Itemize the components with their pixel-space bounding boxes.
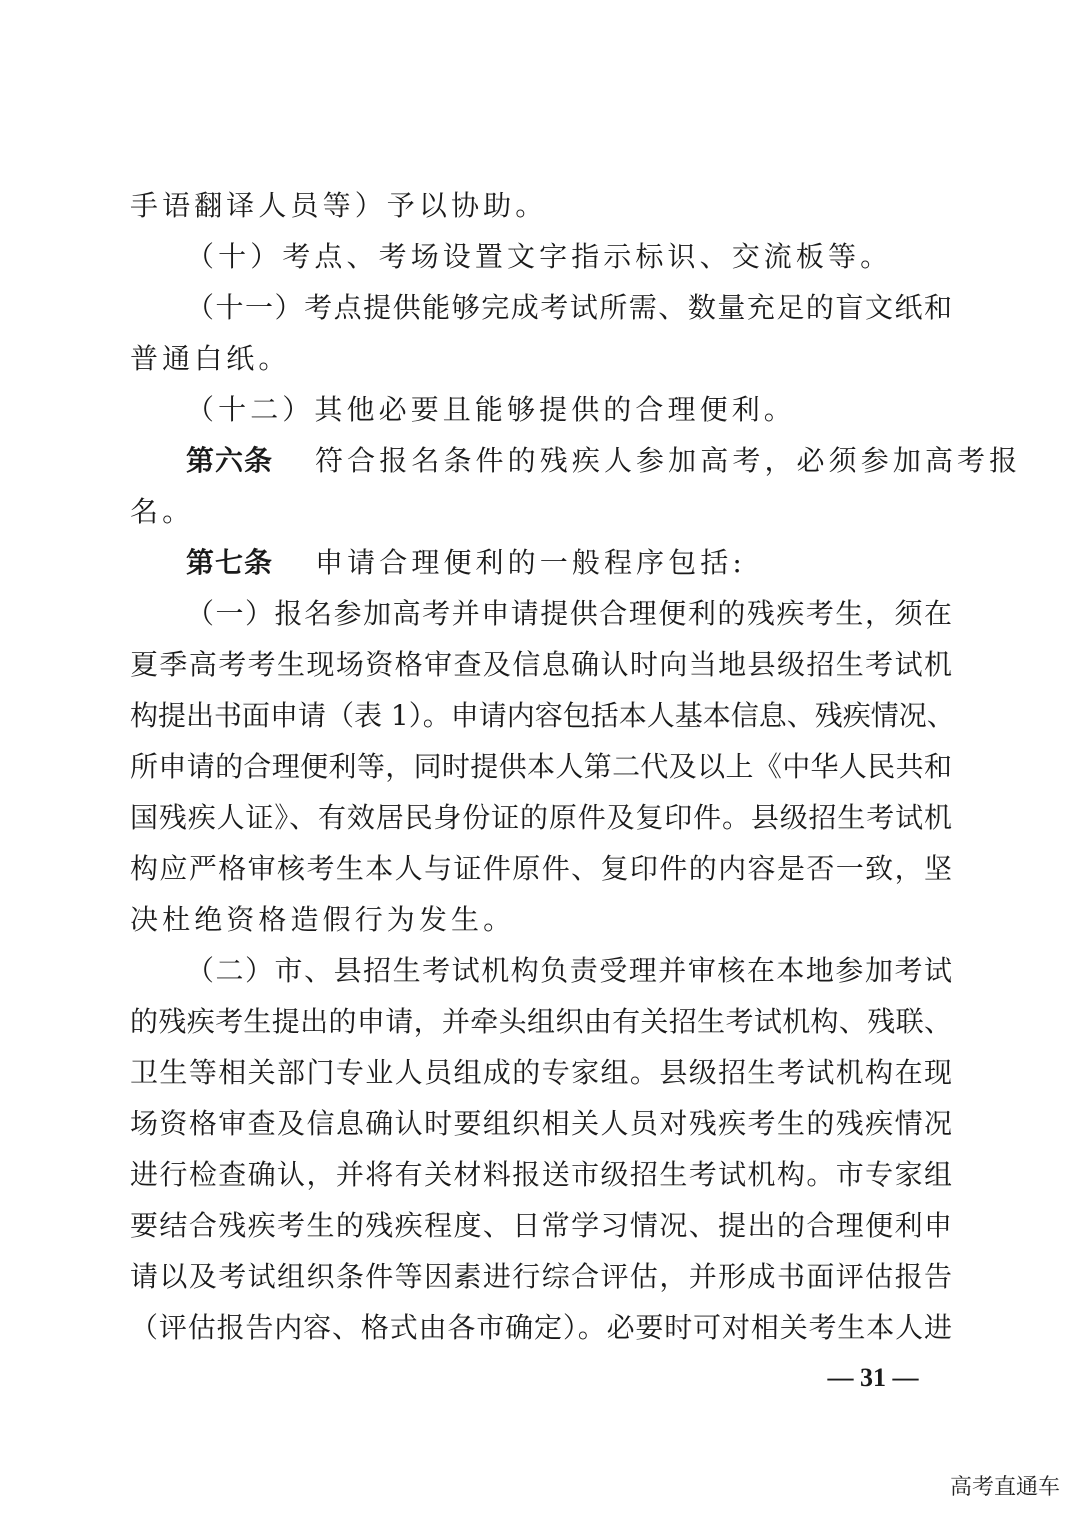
text-line: 请以及考试组织条件等因素进行综合评估，并形成书面评估报告 [130,1260,952,1293]
text-line: 国残疾人证》、有效居民身份证的原件及复印件。县级招生考试机 [130,801,952,834]
article-6-label: 第六条 [186,444,274,477]
text-line: （一）报名参加高考并申请提供合理便利的残疾考生，须在 [186,597,952,630]
text-line: 的残疾考生提出的申请，并牵头组织由有关招生考试机构、残联、 [130,1005,952,1038]
article-7-text: 申请合理便利的一般程序包括: [315,546,746,579]
text-line: 场资格审查及信息确认时要组织相关人员对残疾考生的残疾情况 [130,1107,952,1140]
article-7-first-line [186,543,952,583]
text-line: 卫生等相关部门专业人员组成的专家组。县级招生考试机构在现 [130,1056,952,1089]
article-7-label: 第七条 [186,546,274,579]
page-number: — 31 — [827,1363,919,1392]
text-line: 普通白纸。 [130,342,291,375]
article-6-first-line [186,441,1022,481]
text-line: 构提出书面申请（表 1）。申请内容包括本人基本信息、残疾情况、 [130,699,955,732]
text-line: 夏季高考考生现场资格审查及信息确认时向当地县级招生考试机 [130,648,952,681]
text-line: （十）考点、考场设置文字指示标识、交流板等。 [186,240,893,273]
text-line: （十二）其他必要且能够提供的合理便利。 [186,393,796,426]
text-line: 名。 [130,495,195,528]
watermark: 高考直通车 [949,1475,1060,1500]
text-line: 决杜绝资格造假行为发生。 [130,903,516,936]
text-line: （评估报告内容、格式由各市确定）。必要时可对相关考生本人进 [130,1311,952,1344]
text-line: 所申请的合理便利等，同时提供本人第二代及以上《中华人民共和 [130,750,952,783]
text-line: 手语翻译人员等）予以协助。 [130,189,548,222]
text-line: 进行检查确认，并将有关材料报送市级招生考试机构。市专家组 [130,1158,952,1191]
article-6-text: 符合报名条件的残疾人参加高考，必须参加高考报 [315,444,1022,477]
text-line: 构应严格审核考生本人与证件原件、复印件的内容是否一致，坚 [130,852,952,885]
text-line: （十一）考点提供能够完成考试所需、数量充足的盲文纸和 [186,291,952,324]
text-line: （二）市、县招生考试机构负责受理并审核在本地参加考试 [186,954,952,987]
text-line: 要结合残疾考生的残疾程度、日常学习情况、提出的合理便利申 [130,1209,952,1242]
